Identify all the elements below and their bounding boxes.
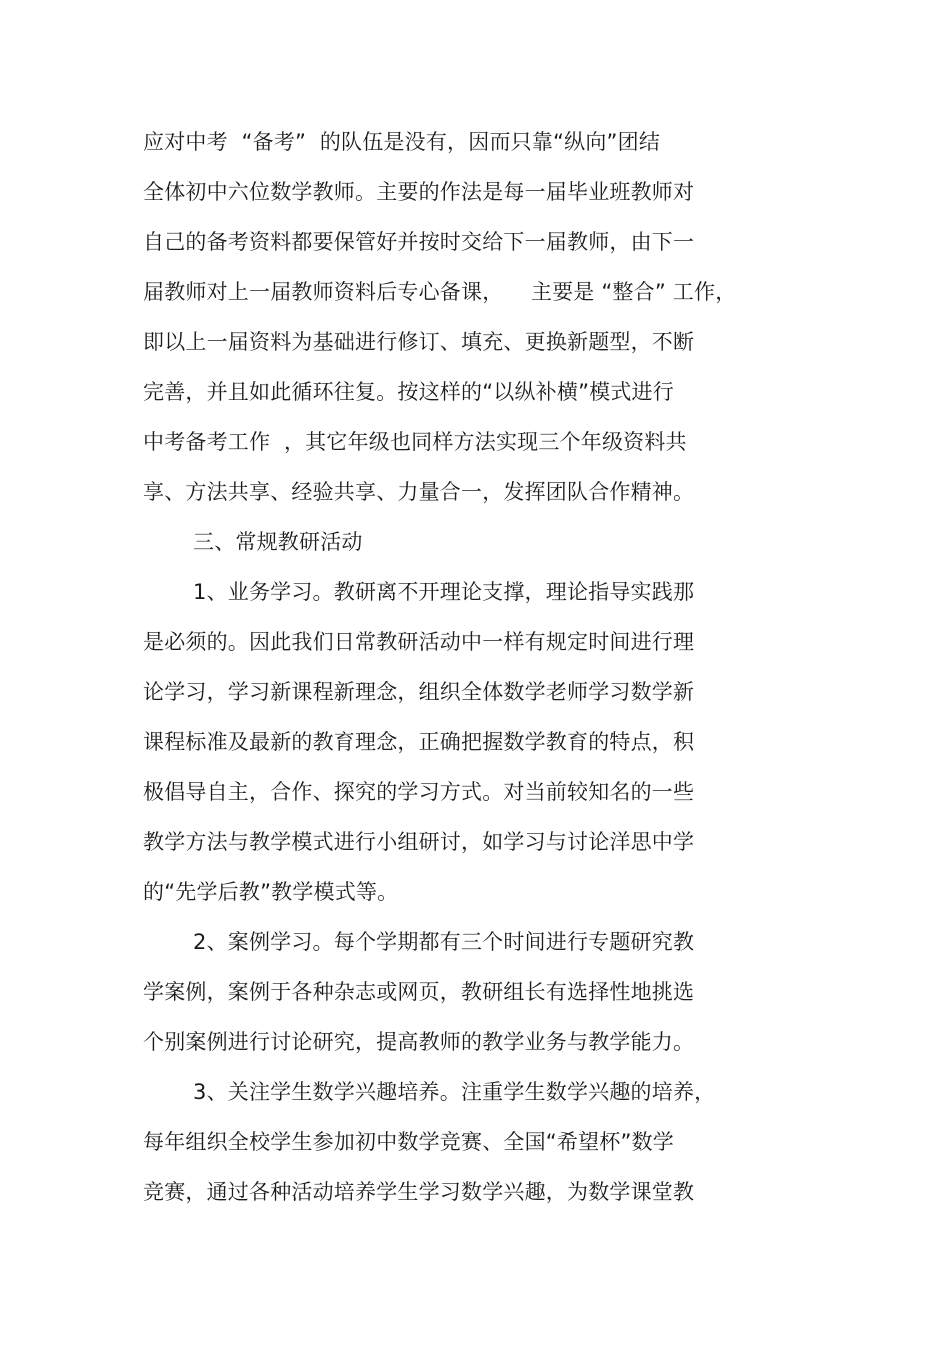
text-line: 教学方法与教学模式进行小组研讨，如学习与讨论洋思中学 [143,830,695,854]
text-line: 极倡导自主，合作、探究的学习方式。对当前较知名的一些 [143,780,695,804]
text-line: 完善，并且如此循环往复。按这样的“以纵补横”模式进行 [143,380,674,404]
text-line: 课程标准及最新的教育理念，正确把握数学教育的特点，积 [143,730,695,754]
text-line: 全体初中六位数学教师。主要的作法是每一届毕业班教师对 [143,180,695,204]
text-line: 是必须的。因此我们日常教研活动中一样有规定时间进行理 [143,630,695,654]
paragraph-start-line: 3、关注学生数学兴趣培养。注重学生数学兴趣的培养， [193,1080,716,1104]
text-line: 届教师对上一届教师资料后专心备课， 主要是 “整合” 工作， [143,280,737,304]
text-line: 自己的备考资料都要保管好并按时交给下一届教师，由下一 [143,230,695,254]
text-line: 享、方法共享、经验共享、力量合一，发挥团队合作精神。 [143,480,695,504]
text-line: 学案例，案例于各种杂志或网页，教研组长有选择性地挑选 [143,980,695,1004]
paragraph-start-line: 2、案例学习。每个学期都有三个时间进行专题研究教 [193,930,695,954]
text-line: 论学习，学习新课程新理念，组织全体数学老师学习数学新 [143,680,695,704]
text-line: 的“先学后教”教学模式等。 [143,880,399,904]
text-line: 应对中考 “备考” 的队伍是没有，因而只靠“纵向”团结 [143,130,661,154]
text-line: 中考备考工作 ，其它年级也同样方法实现三个年级资料共 [143,430,687,454]
paragraph-start-line: 1、业务学习。教研离不开理论支撑，理论指导实践那 [193,580,695,604]
text-line: 即以上一届资料为基础进行修订、填充、更换新题型，不断 [143,330,695,354]
section-heading: 三、常规教研活动 [193,530,363,554]
text-line: 竞赛，通过各种活动培养学生学习数学兴趣，为数学课堂教 [143,1180,695,1204]
text-line: 个别案例进行讨论研究，提高教师的教学业务与教学能力。 [143,1030,695,1054]
text-line: 每年组织全校学生参加初中数学竞赛、全国“希望杯”数学 [143,1130,674,1154]
